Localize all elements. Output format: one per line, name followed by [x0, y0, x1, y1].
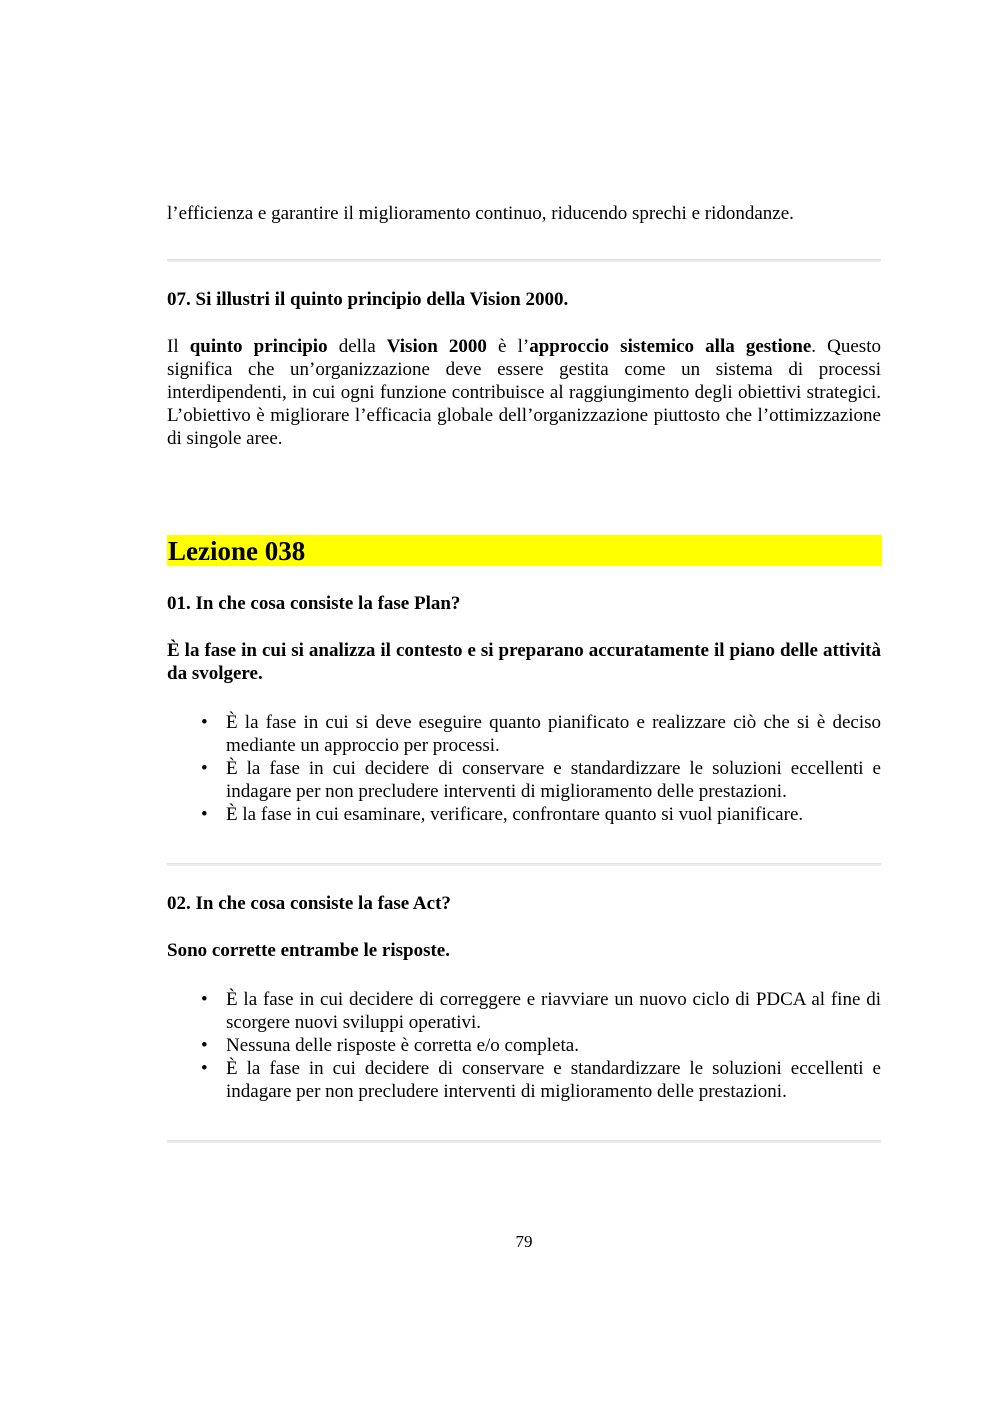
question-01: 01. In che cosa consiste la fase Plan? — [167, 593, 461, 614]
list-item: • Nessuna delle risposte è corretta e/o completa. — [201, 1035, 579, 1056]
bullet-icon: • — [201, 1058, 208, 1079]
options-list-01 — [167, 711, 881, 826]
bullet-icon: • — [201, 712, 208, 733]
bullet-icon: • — [201, 989, 208, 1010]
question-02: 02. In che cosa consiste la fase Act? — [167, 893, 451, 914]
term-vision-2000: Vision 2000 — [386, 336, 487, 357]
section-divider — [167, 1140, 881, 1143]
term-approccio-sistemico: approccio sistemico alla gestione — [529, 336, 812, 357]
answer-01: È la fase in cui si analizza il contesto e si preparano accuratamente il piano delle attività da svolgere. — [167, 640, 881, 684]
bullet-icon: • — [201, 804, 208, 825]
section-divider — [167, 259, 881, 262]
page-number: 79 — [515, 1232, 533, 1251]
lesson-heading: Lezione 038 — [167, 535, 882, 566]
section-divider — [167, 863, 881, 866]
bullet-icon: • — [201, 758, 208, 779]
list-item: • È la fase in cui esaminare, verificare, confrontare quanto si vuol pianificare. — [201, 804, 804, 825]
question-07: 07. Si illustri il quinto principio della Vision 2000. — [167, 289, 569, 310]
list-item: • È la fase in cui decidere di conservare e standardizzare le soluzioni eccellenti e indagare per non precludere interventi di miglioramento delle prestazioni. — [201, 758, 881, 802]
bullet-icon: • — [201, 1035, 208, 1056]
term-quinto-principio: quinto principio — [189, 336, 328, 357]
options-list-02 — [167, 988, 881, 1103]
list-item: • È la fase in cui si deve eseguire quanto pianificato e realizzare ciò che si è deciso mediante un approccio per processi. — [201, 712, 881, 756]
continued-paragraph: l’efficienza e garantire il miglioramento continuo, riducendo sprechi e ridondanze. — [167, 203, 794, 224]
list-item: • È la fase in cui decidere di conservare e standardizzare le soluzioni eccellenti e indagare per non precludere interventi di miglioramento delle prestazioni. — [201, 1058, 881, 1102]
answer-07: Il quinto principio della Vision 2000 è l’approccio sistemico alla gestione. Questo significa che un’organizzazione deve essere gestita come un sistema di processi interdipendenti, in cui ogni funzione contribuisce al raggiungimento degli obiettivi strategici. L’obiettivo è migliorare l’efficacia globale dell’organizzazione piuttosto che l’ottimizzazione di singole aree. — [167, 336, 881, 449]
answer-02: Sono corrette entrambe le risposte. — [167, 940, 450, 961]
list-item: • È la fase in cui decidere di correggere e riavviare un nuovo ciclo di PDCA al fine di scorgere nuovi sviluppi operativi. — [201, 989, 881, 1033]
